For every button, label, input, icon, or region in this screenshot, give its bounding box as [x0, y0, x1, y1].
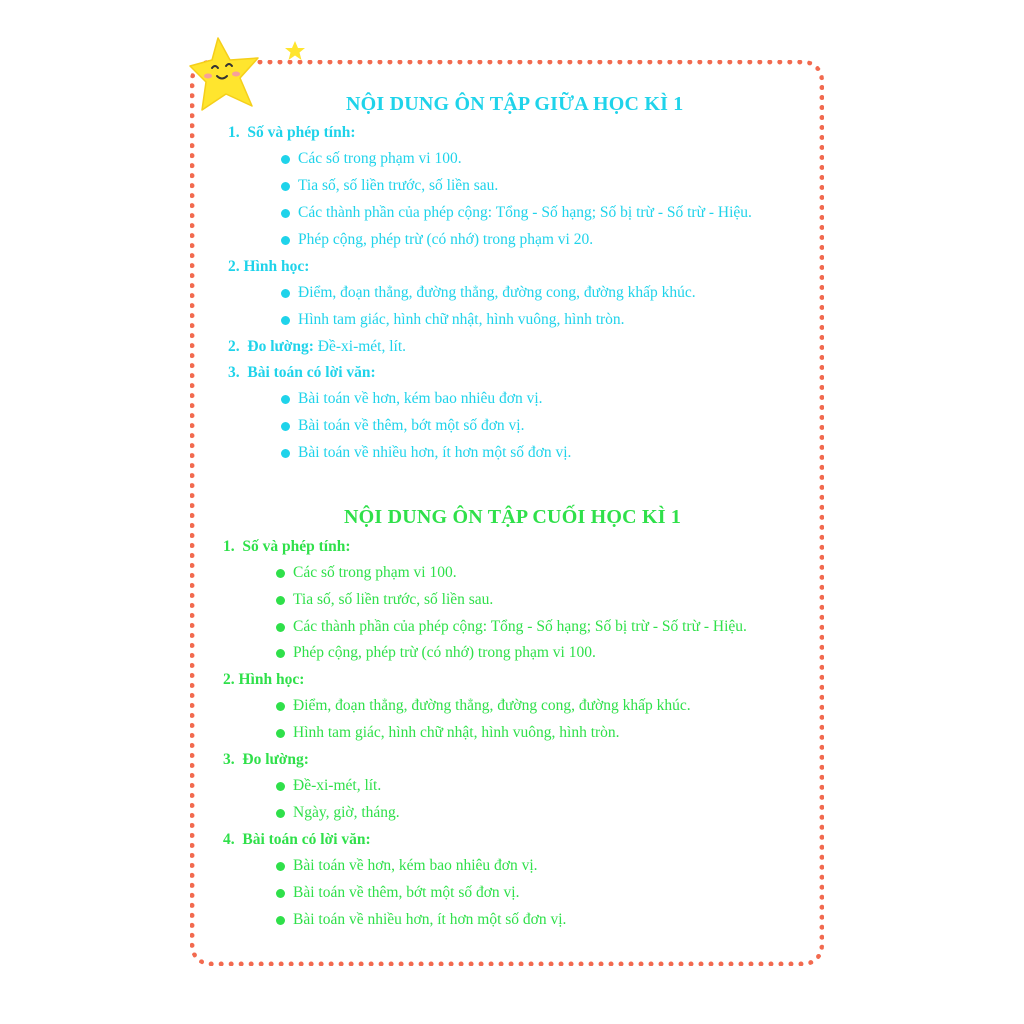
- heading-label: Hình học:: [238, 671, 305, 688]
- list-item: Bài toán về hơn, kém bao nhiêu đơn vị.: [298, 390, 543, 407]
- heading-label: Đo lường:: [247, 338, 314, 355]
- bullet: [276, 862, 285, 871]
- end-heading-numbers: [223, 538, 350, 556]
- list-item: Điểm, đoạn thẳng, đường thẳng, đường cong, đường khấp khúc.: [298, 284, 696, 301]
- end-heading-measurement: [223, 751, 309, 769]
- bullet: [276, 569, 285, 578]
- mid-term-title: NỘI DUNG ÔN TẬP GIỮA HỌC KÌ 1: [346, 93, 684, 115]
- bullet: [281, 449, 290, 458]
- bullet: [276, 596, 285, 605]
- list-item: Tia số, số liền trước, số liền sau.: [293, 591, 494, 608]
- list-item: Phép cộng, phép trừ (có nhớ) trong phạm vi 20.: [298, 231, 594, 248]
- list-item: Đề-xi-mét, lít.: [293, 777, 382, 794]
- list-item: Ngày, giờ, tháng.: [293, 804, 400, 821]
- mid-heading-measurement: [228, 338, 406, 356]
- end-term-title: NỘI DUNG ÔN TẬP CUỐI HỌC KÌ 1: [344, 506, 682, 528]
- list-item: Tia số, số liền trước, số liền sau.: [298, 177, 499, 194]
- heading-number: 2.: [228, 258, 240, 275]
- heading-number: 4.: [223, 831, 235, 848]
- list-item: Các số trong phạm vi 100.: [293, 564, 457, 581]
- list-item: Bài toán về thêm, bớt một số đơn vị.: [298, 417, 525, 434]
- heading-label: Hình học:: [243, 258, 310, 275]
- list-item: Bài toán về hơn, kém bao nhiêu đơn vị.: [293, 857, 538, 874]
- heading-number: 2.: [228, 338, 240, 355]
- bullet: [281, 316, 290, 325]
- bullet: [281, 395, 290, 404]
- mid-heading-numbers: [228, 124, 355, 142]
- end-heading-geometry: [223, 671, 304, 689]
- bullet: [281, 182, 290, 191]
- heading-label: Bài toán có lời văn:: [242, 831, 371, 848]
- heading-number: 1.: [223, 538, 235, 555]
- heading-label: Số và phép tính:: [247, 124, 356, 141]
- bullet: [281, 155, 290, 164]
- star-icon: [284, 40, 306, 62]
- list-item: Bài toán về thêm, bớt một số đơn vị.: [293, 884, 520, 901]
- list-item: Các thành phần của phép cộng: Tổng - Số hạng; Số bị trừ - Số trừ - Hiệu.: [298, 204, 752, 221]
- list-item: Phép cộng, phép trừ (có nhớ) trong phạm vi 100.: [293, 644, 596, 661]
- heading-label: Đo lường:: [242, 751, 309, 768]
- smiling-star-icon: [188, 36, 268, 114]
- mid-heading-geometry: [228, 258, 309, 276]
- heading-number: 2.: [223, 671, 235, 688]
- list-item: Hình tam giác, hình chữ nhật, hình vuông, hình tròn.: [298, 311, 625, 328]
- bullet: [276, 729, 285, 738]
- heading-number: 1.: [228, 124, 240, 141]
- heading-label: Số và phép tính:: [242, 538, 351, 555]
- list-item: Các số trong phạm vi 100.: [298, 150, 462, 167]
- heading-rest: Đề-xi-mét, lít.: [313, 338, 407, 355]
- mid-heading-word-problems: [228, 364, 376, 382]
- bullet: [276, 889, 285, 898]
- list-item: Điểm, đoạn thẳng, đường thẳng, đường cong, đường khấp khúc.: [293, 697, 691, 714]
- bullet: [281, 236, 290, 245]
- list-item: Hình tam giác, hình chữ nhật, hình vuông, hình tròn.: [293, 724, 620, 741]
- heading-number: 3.: [228, 364, 240, 381]
- bullet: [276, 809, 285, 818]
- bullet: [276, 649, 285, 658]
- end-heading-word-problems: [223, 831, 371, 849]
- bullet: [281, 209, 290, 218]
- bullet: [276, 916, 285, 925]
- bullet: [281, 422, 290, 431]
- bullet: [276, 782, 285, 791]
- bullet: [281, 289, 290, 298]
- list-item: Bài toán về nhiều hơn, ít hơn một số đơn vị.: [293, 911, 567, 928]
- list-item: Các thành phần của phép cộng: Tổng - Số hạng; Số bị trừ - Số trừ - Hiệu.: [293, 618, 747, 635]
- list-item: Bài toán về nhiều hơn, ít hơn một số đơn vị.: [298, 444, 572, 461]
- heading-number: 3.: [223, 751, 235, 768]
- heading-label: Bài toán có lời văn:: [247, 364, 376, 381]
- bullet: [276, 623, 285, 632]
- bullet: [276, 702, 285, 711]
